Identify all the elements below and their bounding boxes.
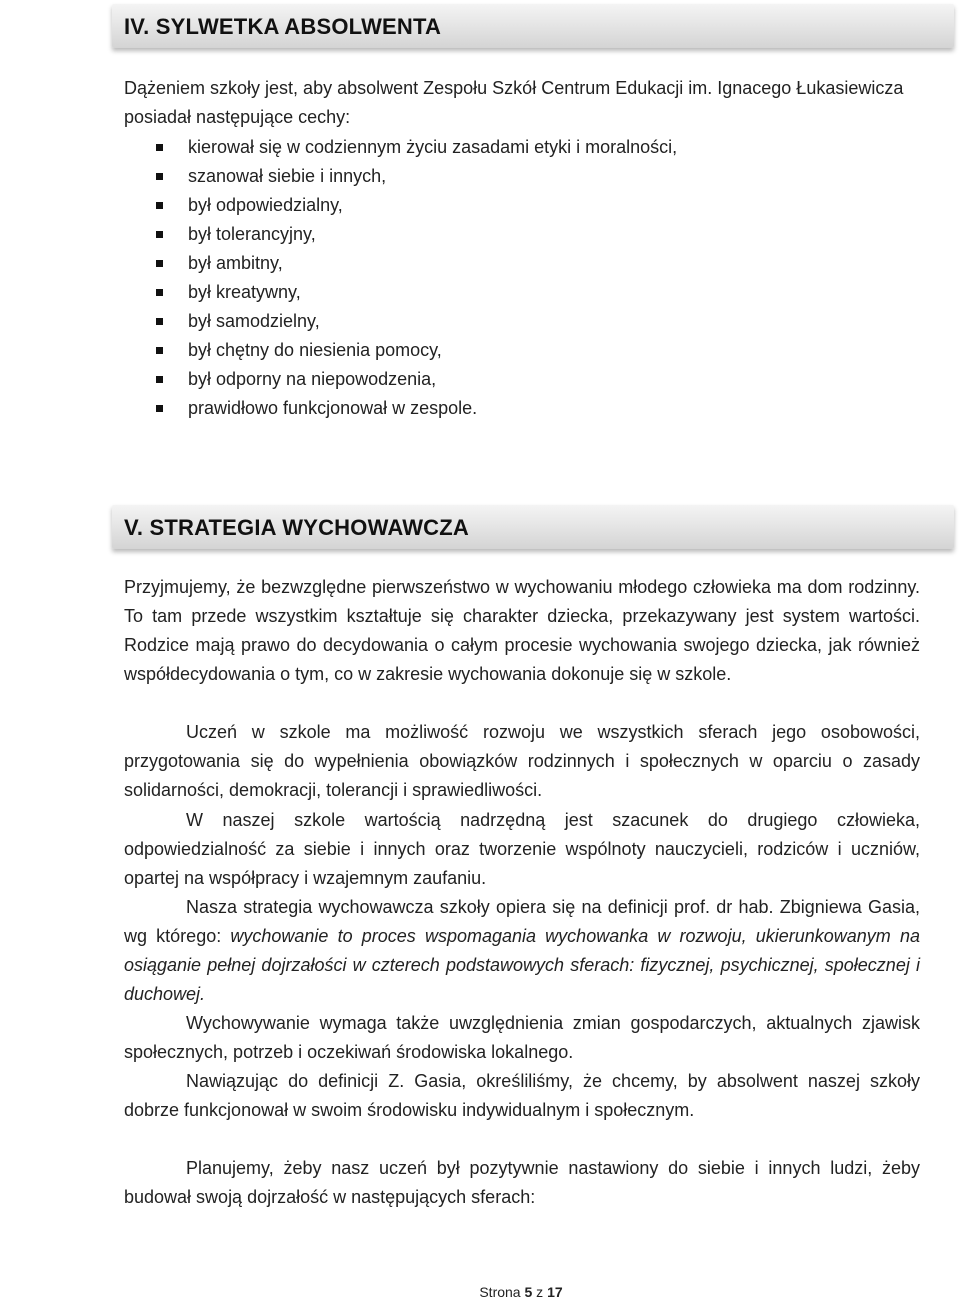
paragraph-zmiany: Wychowywanie wymaga także uwzględnienia zmian gospodarczych, aktualnych zjawisk społecznych, potrzeb i oczekiwań środowiska lokalnego. <box>124 1013 920 1062</box>
trait-text: był samodzielny, <box>188 311 320 331</box>
trait-item <box>124 365 904 394</box>
footer-separator: z <box>536 1284 544 1300</box>
trait-text: prawidłowo funkcjonował w zespole. <box>188 398 478 418</box>
trait-item <box>124 278 904 307</box>
trait-text: był chętny do niesienia pomocy, <box>188 340 442 360</box>
square-bullet-icon <box>156 318 163 325</box>
section-header-sylwetka <box>112 4 954 48</box>
trait-text: był tolerancyjny, <box>188 224 316 244</box>
square-bullet-icon <box>156 202 163 209</box>
trait-text: kierował się w codziennym życiu zasadami etyki i moralności, <box>188 137 678 157</box>
section-title-sylwetka: IV. SYLWETKA ABSOLWENTA <box>124 14 442 39</box>
square-bullet-icon <box>156 231 163 238</box>
trait-item <box>124 336 904 365</box>
section-title-strategia: V. STRATEGIA WYCHOWAWCZA <box>124 515 469 540</box>
definition-lead: Nasza strategia wychowawcza szkoły opiera się na definicji prof. dr hab. Zbigniewa Gasia, wg którego: <box>124 897 920 946</box>
traits-list <box>124 133 904 423</box>
trait-item <box>124 220 904 249</box>
paragraph-dom-rodzinny: Przyjmujemy, że bezwzględne pierwszeństwo w wychowaniu młodego człowieka ma dom rodzinny. To tam przede wszystkim kształtuje się charakter dziecka, przekazywany jest system wartości. Rodzice mają prawo do decydowania o całym procesie wychowania swojego dziecka, jak również współdecydowania o tym, co w zakresie wychowania dokonuje się w szkole. <box>124 577 920 684</box>
paragraph-definicja <box>124 893 920 1009</box>
trait-text: był kreatywny, <box>188 282 301 302</box>
section-header-strategia <box>112 505 954 549</box>
trait-item <box>124 394 904 423</box>
definition-quote: wychowanie to proces wspomagania wychowanka w rozwoju, ukierunkowanym na osiąganie pełnej dojrzałości w czterech podstawowych sferach: fizycznej, psychicznej, społecznej i duchowej. <box>124 926 920 1004</box>
page-footer <box>0 1284 960 1300</box>
trait-item <box>124 307 904 336</box>
trait-item <box>124 162 904 191</box>
square-bullet-icon <box>156 405 163 412</box>
trait-item <box>124 249 904 278</box>
square-bullet-icon <box>156 376 163 383</box>
footer-page-number: 5 <box>524 1284 533 1300</box>
footer-label: Strona <box>479 1284 521 1300</box>
paragraph-uczen: Uczeń w szkole ma możliwość rozwoju we wszystkich sferach jego osobowości, przygotowania się do wypełnienia obowiązków rodzinnych i społecznych w oparciu o zasady solidarności, demokracji, tolerancji i sprawiedliwości. <box>124 722 920 800</box>
paragraph-planujemy: Planujemy, żeby nasz uczeń był pozytywnie nastawiony do siebie i innych ludzi, żeby budował swoją dojrzałość w następujących sferach: <box>124 1158 920 1207</box>
square-bullet-icon <box>156 144 163 151</box>
square-bullet-icon <box>156 173 163 180</box>
footer-page-total: 17 <box>547 1284 563 1300</box>
paragraph-wartosci: W naszej szkole wartością nadrzędną jest szacunek do drugiego człowieka, odpowiedzialność za siebie i innych oraz tworzenie wspólnoty nauczycieli, rodziców i uczniów, opartej na współpracy i wzajemnym zaufaniu. <box>124 810 920 888</box>
paragraph-nawiazanie: Nawiązując do definicji Z. Gasia, określiliśmy, że chcemy, by absolwent naszej szkoły dobrze funkcjonował w swoim środowisku indywidualnym i społecznym. <box>124 1071 920 1120</box>
trait-text: był ambitny, <box>188 253 283 273</box>
trait-text: był odpowiedzialny, <box>188 195 343 215</box>
square-bullet-icon <box>156 289 163 296</box>
square-bullet-icon <box>156 347 163 354</box>
square-bullet-icon <box>156 260 163 267</box>
trait-text: był odporny na niepowodzenia, <box>188 369 437 389</box>
trait-item <box>124 191 904 220</box>
trait-text: szanował siebie i innych, <box>188 166 387 186</box>
trait-item <box>124 133 904 162</box>
intro-paragraph: Dążeniem szkoły jest, aby absolwent Zespołu Szkół Centrum Edukacji im. Ignacego Łukasiewicza posiadał następujące cechy: <box>124 78 904 127</box>
